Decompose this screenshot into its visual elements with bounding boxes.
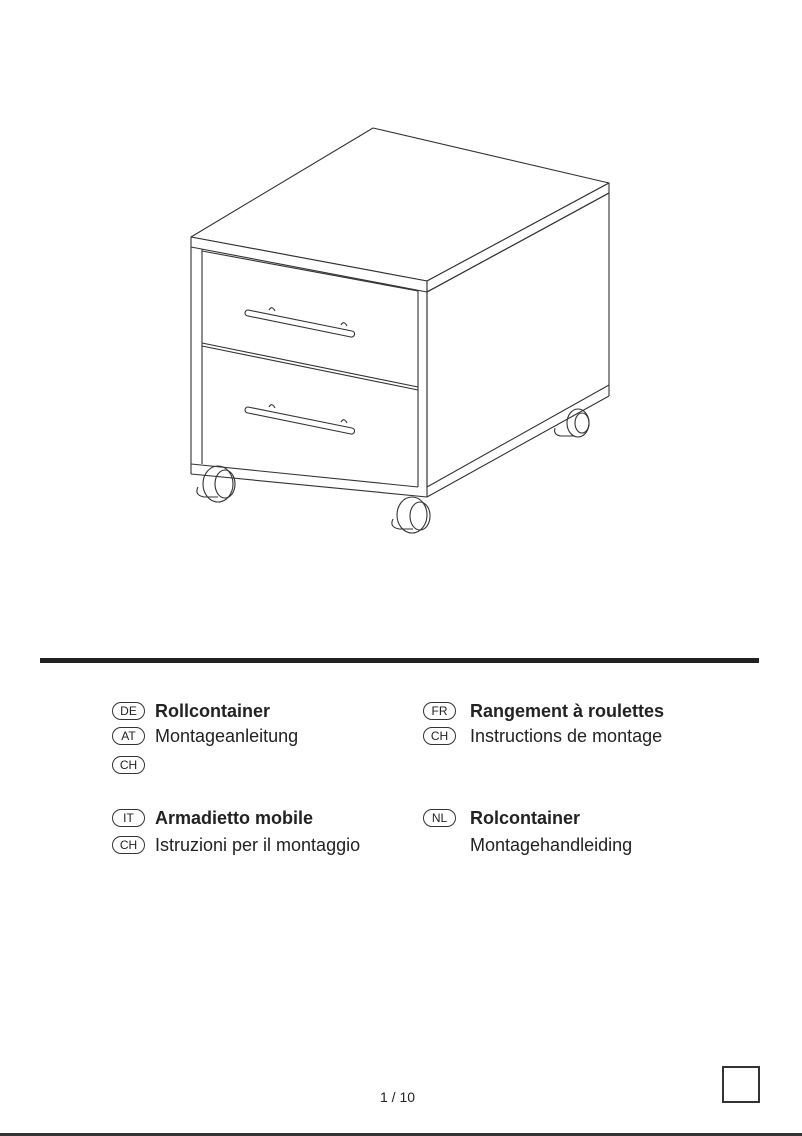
- country-badge-it: IT: [112, 809, 145, 827]
- subtitle-nl: Montagehandleiding: [470, 835, 633, 855]
- title-de: Rollcontainer: [155, 701, 271, 721]
- country-badge-at: AT: [112, 727, 145, 745]
- section-divider: [40, 658, 759, 663]
- drawer-handle-bottom: [245, 405, 355, 434]
- title-nl: Rolcontainer: [470, 808, 581, 828]
- subtitle-fr: Instructions de montage: [470, 726, 663, 746]
- subtitle-de: Montageanleitung: [155, 726, 299, 746]
- corner-box: [722, 1066, 760, 1103]
- caster-front-left: [197, 466, 235, 502]
- title-it: Armadietto mobile: [155, 808, 314, 828]
- country-badge-ch: CH: [112, 756, 145, 774]
- title-fr: Rangement à roulettes: [470, 701, 665, 721]
- country-badge-nl: NL: [423, 809, 456, 827]
- country-badge-ch: CH: [423, 727, 456, 745]
- country-badge-ch: CH: [112, 836, 145, 854]
- country-badge-fr: FR: [423, 702, 456, 720]
- page-number: 1 / 10: [380, 1089, 416, 1105]
- caster-front-right: [392, 497, 430, 533]
- drawer-handle-top: [245, 308, 355, 337]
- subtitle-it: Istruzioni per il montaggio: [155, 835, 361, 855]
- country-badge-de: DE: [112, 702, 145, 720]
